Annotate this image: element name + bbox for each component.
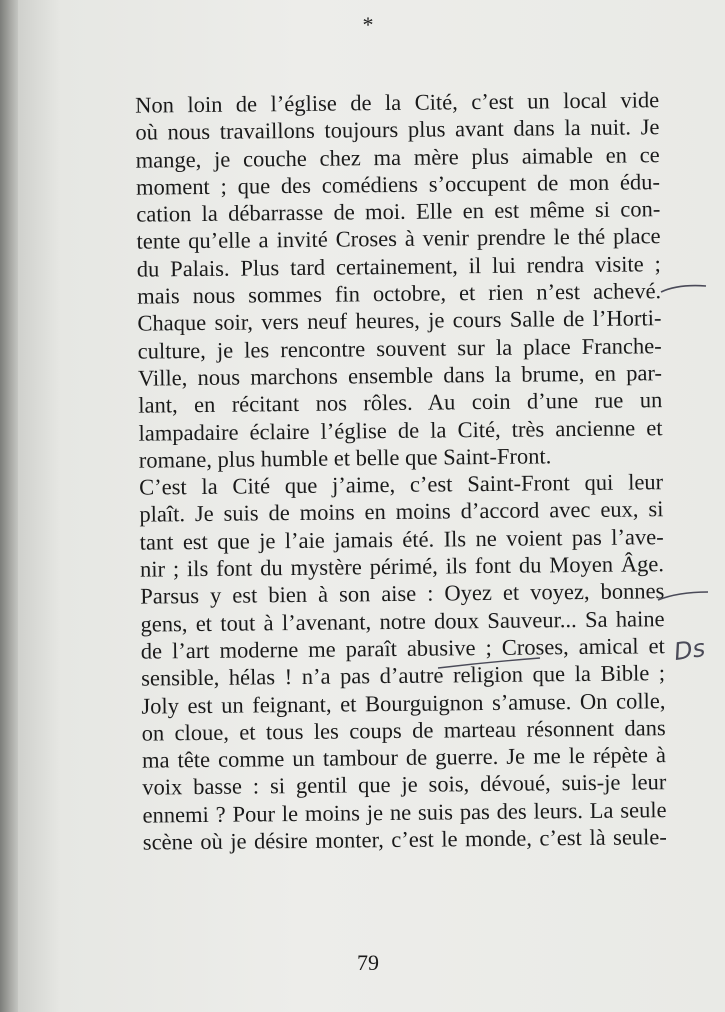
text-line: où nous travaillons toujours plus avant dans la nuit. Je (135, 114, 660, 145)
text-line: C’est la Cité que j’aime, c’est Saint-Front qui leur (139, 469, 664, 500)
text-line: nir ; ils font du mystère périmé, ils font du Moyen Âge. (139, 551, 665, 582)
text-line: on cloue, et tous les coups de marteau résonnent dans (141, 714, 666, 746)
text-line: Joly est un feignant, et Bourguignon s’amuse. On colle, (141, 687, 666, 719)
text-line: scène où je désire monter, c’est le monde, c’est là seule- (142, 824, 667, 855)
page-number: 79 (357, 950, 379, 975)
underline-mark (438, 658, 540, 668)
text-line: Non loin de l’église de la Cité, c’est un local vide (135, 87, 660, 118)
text-line: mange, je couche chez ma mère plus aimable en ce (135, 141, 660, 173)
text-line: voix basse : si gentil que je sois, dévoué, suis-je leur (142, 769, 667, 801)
text-line: mais nous sommes fin octobre, et rien n’est achevé. (137, 278, 662, 309)
section-ornament: * (362, 12, 374, 37)
text-line: tant est que je l’aie jamais été. Ils ne voient pas l’ave- (139, 523, 664, 555)
text-line: Parsus y est bien à son aise : Oyez et voyez, bonnes (140, 578, 665, 609)
text-line: romane, plus humble et belle que Saint-Front. (138, 443, 552, 473)
text-line: Chaque soir, vers neuf heures, je cours Salle de l’Horti- (137, 305, 662, 337)
text-line: ennemi ? Pour le moins je ne suis pas des leurs. La seule (142, 796, 667, 828)
text-line: lampadaire éclaire l’église de la Cité, très ancienne et (138, 414, 663, 446)
text-line: tente qu’elle a invité Croses à venir prendre le thé place (136, 223, 661, 255)
text-line: cation la débarrasse de moi. Elle en est même si con- (136, 196, 661, 227)
margin-initials: Ds (672, 633, 707, 667)
text-line: lant, en récitant nos rôles. Au coin d’une rue un (138, 387, 663, 418)
text-line: culture, je les rencontre souvent sur la place Franche- (137, 332, 662, 364)
margin-dash-mark (658, 592, 708, 600)
text-line: sensible, hélas ! n’a pas d’autre religion que la Bible ; (141, 660, 666, 691)
book-page (18, 0, 725, 1012)
text-line: gens, et tout à l’avenant, notre doux Sauveur... Sa haine (140, 605, 665, 637)
text-line: du Palais. Plus tard certainement, il lui rendra visite ; (136, 250, 661, 282)
margin-dash-mark (661, 286, 706, 292)
text-line: plaît. Je suis de moins en moins d’accord avec eux, si (139, 496, 664, 528)
text-line: de l’art moderne me paraît abusive ; Croses, amical et (140, 633, 665, 664)
text-line: Ville, nous marchons ensemble dans la brume, en par- (137, 360, 663, 391)
page-gutter (0, 0, 18, 1012)
text-line: ma tête comme un tambour de guerre. Je me le répète à (141, 742, 667, 773)
pencil-marks (18, 0, 725, 1012)
text-line: moment ; que des comédiens s’occupent de mon édu- (135, 169, 661, 200)
